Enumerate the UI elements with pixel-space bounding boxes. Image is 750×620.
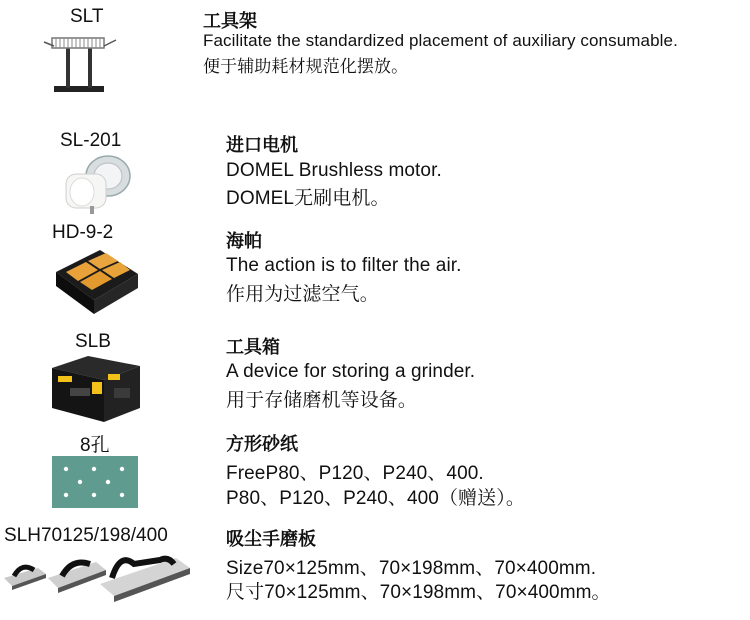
product-code: SLB <box>75 331 111 352</box>
product-title: 进口电机 <box>226 135 298 156</box>
description-en: Size70×125mm、70×198mm、70×400mm. <box>226 558 597 579</box>
description-en: A device for storing a grinder. <box>226 361 476 382</box>
sandpaper-image <box>52 456 138 508</box>
product-code: HD-9-2 <box>52 222 114 243</box>
description-cn: 作用为过滤空气。 <box>226 284 379 305</box>
description-cn: DOMEL无刷电机。 <box>226 188 390 209</box>
description-cn: 尺寸70×125mm、70×198mm、70×400mm。 <box>226 582 611 603</box>
product-title: 方形砂纸 <box>226 434 298 455</box>
product-code: SL-201 <box>60 130 122 151</box>
motor-image <box>60 154 132 216</box>
description-cn: P80、P120、P240、400（赠送）。 <box>226 488 525 509</box>
description-cn: 用于存储磨机等设备。 <box>226 390 418 411</box>
description-cn: 便于辅助耗材规范化摆放。 <box>203 57 409 76</box>
description-en: DOMEL Brushless motor. <box>226 160 442 181</box>
description-en: Facilitate the standardized placement of auxiliary consumable. <box>203 31 678 50</box>
product-code: SLT <box>70 6 104 27</box>
description-en: The action is to filter the air. <box>226 255 462 276</box>
hand-sanding-blocks-image <box>0 548 200 608</box>
product-code: 8孔 <box>80 435 110 456</box>
product-title: 工具架 <box>203 11 257 32</box>
product-title: 海帕 <box>226 231 262 252</box>
product-code: SLH70125/198/400 <box>4 525 168 546</box>
product-title: 吸尘手磨板 <box>226 529 316 550</box>
tool-rack-image <box>40 28 120 98</box>
product-title: 工具箱 <box>226 337 280 358</box>
toolbox-image <box>48 352 144 424</box>
description-en: FreeP80、P120、P240、400. <box>226 463 484 484</box>
hepa-filter-image <box>50 244 142 318</box>
